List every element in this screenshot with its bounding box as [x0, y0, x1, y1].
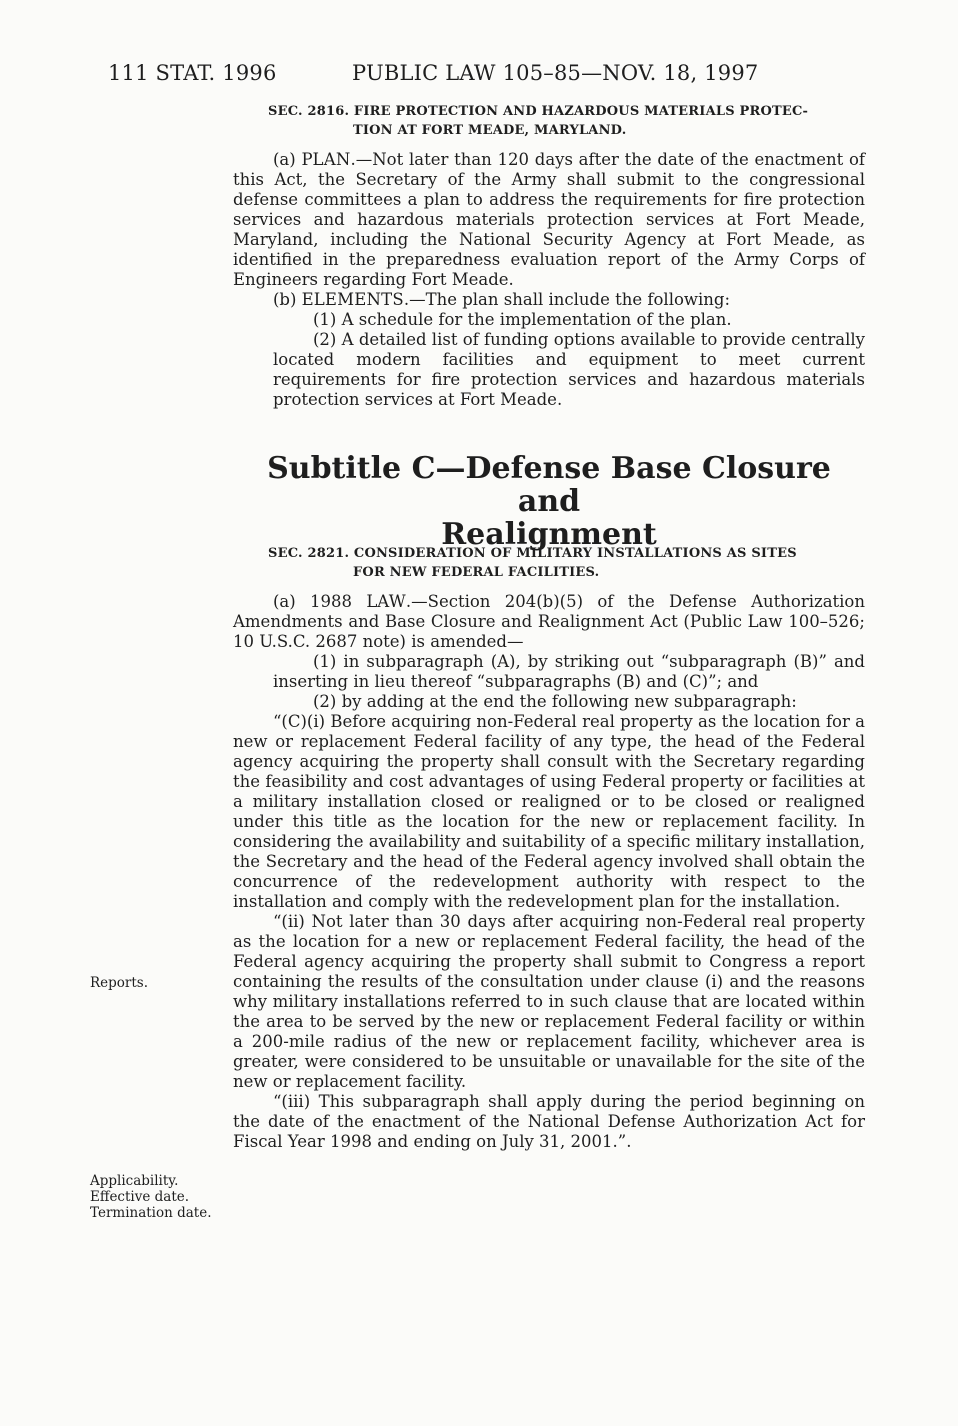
section-2816-subsection-a: (a) PLAN.—Not later than 120 days after the date of the enactment of this Act, the Secretary of the Army shall submit to the congressional defense committees a plan to address the requirements for fire protection services and hazardous materials protection services at Fort Meade, Maryland, including the National Security Agency at Fort Meade, as identified in the preparedness evaluation report of the Army Corps of Engineers regarding Fort Meade.	[233, 150, 865, 289]
section-2816-heading	[233, 102, 865, 140]
section-2816-paragraph-1: (1) A schedule for the implementation of the plan.	[313, 310, 732, 329]
margin-note-applicability: Applicability.	[90, 1173, 179, 1189]
clause-ciii: “(iii) This subparagraph shall apply during the period beginning on the date of the enactment of the National Defense Authorization Act for Fiscal Year 1998 and ending on July 31, 2001.”.	[233, 1092, 865, 1151]
stat-page-number: 111 STAT. 1996	[108, 61, 277, 85]
section-2821-subsection-a: (a) 1988 LAW.—Section 204(b)(5) of the Defense Authorization Amendments and Base Closure and Realignment Act (Public Law 100–526; 10 U.S.C. 2687 note) is amended—	[233, 592, 865, 651]
section-2821-heading	[233, 544, 865, 582]
clause-cii: “(ii) Not later than 30 days after acquiring non-Federal real property as the location for a new or replacement Federal facility, the head of the Federal agency acquiring the property shall submit to Congress a report containing the results of the consultation under clause (i) and the reasons why military installations referred to in such clause that are located within the area to be served by the new or replacement Federal facility or within a 200-mile radius of the new or replacement facility, whichever area is greater, were considered to be unsuitable or unavailable for the site of the new or replacement facility.	[233, 912, 865, 1091]
section-2816-paragraph-2: (2) A detailed list of funding options available to provide centrally located modern facilities and equipment to meet current requirements for fire protection services and hazardous materials protection services at Fort Meade.	[273, 330, 865, 409]
running-head	[108, 58, 868, 88]
clause-ci: “(C)(i) Before acquiring non-Federal real property as the location for a new or replacement Federal facility of any type, the head of the Federal agency acquiring the property shall consult with the Secretary regarding the feasibility and cost advantages of using Federal property or facilities at a military installation closed or realigned or to be closed or realigned under this title as the location for the new or replacement facility. In considering the availability and suitability of a specific military installation, the Secretary and the head of the Federal agency involved shall obtain the concurrence of the redevelopment authority with respect to the installation and comply with the redevelopment plan for the installation.	[233, 712, 865, 911]
section-2816	[233, 102, 865, 410]
public-law-title: PUBLIC LAW 105–85—NOV. 18, 1997	[352, 61, 759, 85]
section-2821	[233, 544, 865, 1152]
subtitle-line1: Subtitle C—Defense Base Closure and	[267, 451, 831, 519]
section-2821-paragraph-2: (2) by adding at the end the following new subparagraph:	[313, 692, 797, 711]
subtitle-line2: Realignment	[441, 517, 657, 552]
section-2816-heading-line1: SEC. 2816. FIRE PROTECTION AND HAZARDOUS MATERIALS PROTEC-	[268, 104, 809, 119]
margin-note-termination-date: Termination date.	[90, 1205, 212, 1221]
section-2816-subsection-b: (b) ELEMENTS.—The plan shall include the following:	[273, 290, 731, 309]
section-2821-heading-line2: FOR NEW FEDERAL FACILITIES.	[353, 565, 600, 580]
section-2821-paragraph-1: (1) in subparagraph (A), by striking out “subparagraph (B)” and inserting in lieu thereof “subparagraphs (B) and (C)”; and	[273, 652, 865, 691]
margin-note-effective-date: Effective date.	[90, 1189, 190, 1205]
section-2816-heading-line2: TION AT FORT MEADE, MARYLAND.	[353, 123, 627, 138]
subtitle-heading	[233, 452, 865, 551]
margin-note-group	[90, 1173, 220, 1221]
section-2821-heading-line1: SEC. 2821. CONSIDERATION OF MILITARY INSTALLATIONS AS SITES	[268, 546, 797, 561]
margin-note-reports: Reports.	[90, 975, 149, 991]
